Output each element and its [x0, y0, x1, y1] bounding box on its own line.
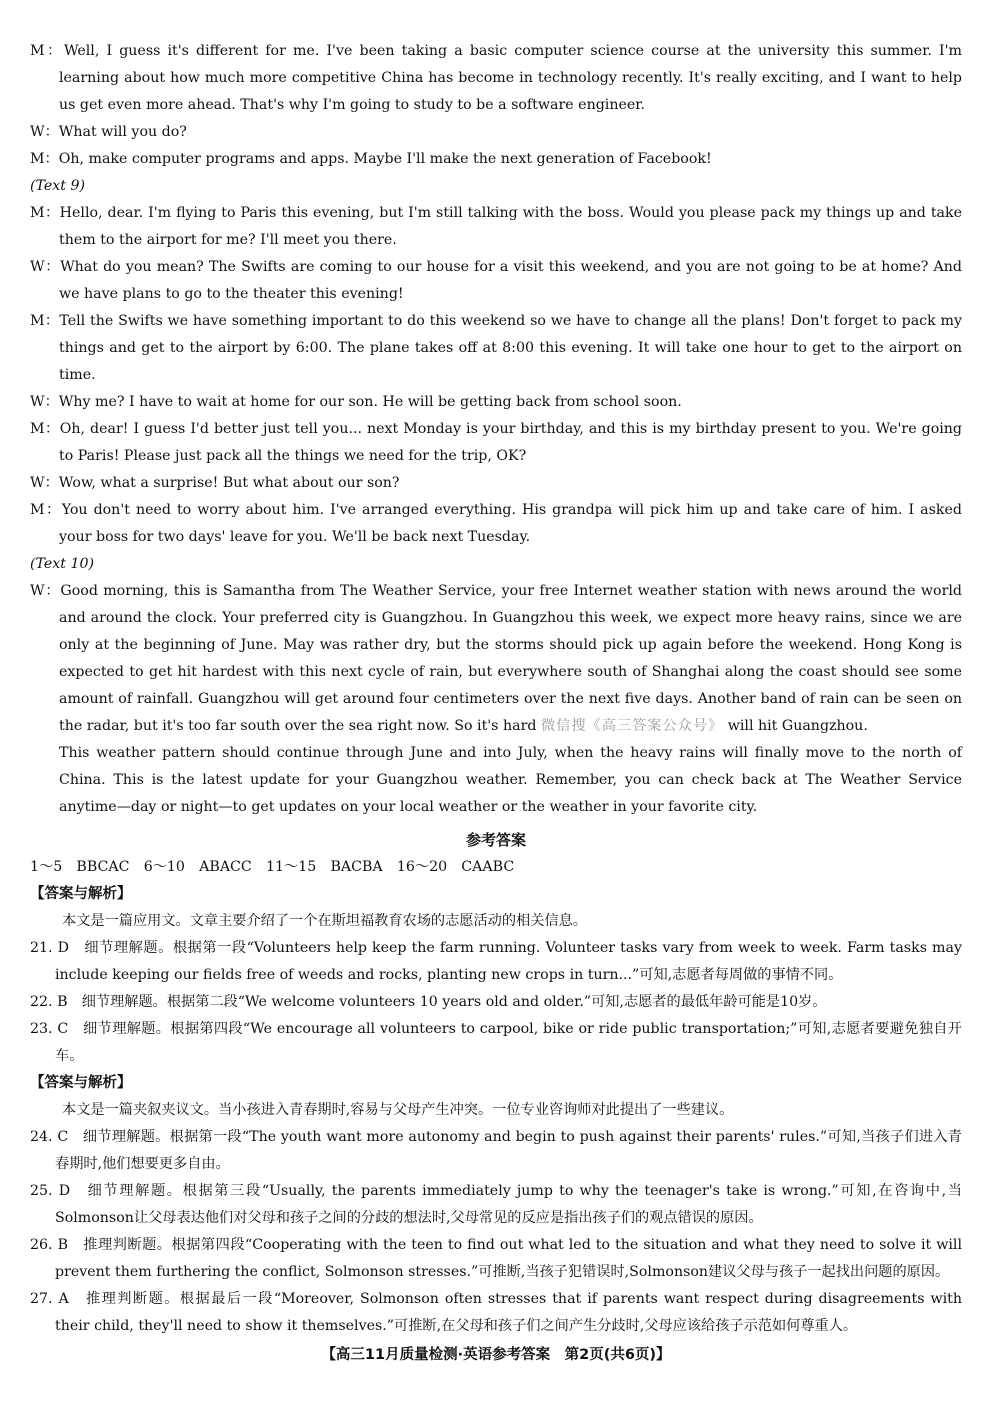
speaker: W： [30, 394, 59, 410]
item-text: 细节理解题。根据第二段“We welcome volunteers 10 years old and older.”可知,志愿者的最低年龄可能是10岁。 [81, 994, 827, 1010]
text9-dialog [30, 200, 962, 551]
explanation-section-1 [30, 881, 962, 1070]
dialog-line [30, 389, 962, 416]
explanation-section-2 [30, 1070, 962, 1340]
explanation-item [30, 935, 962, 989]
speaker: M： [30, 421, 60, 437]
answers-heading: 参考答案 [465, 831, 526, 849]
section-heading: 【答案与解析】 [30, 1075, 132, 1091]
item-number: 23. C [30, 1021, 69, 1037]
item-text: 推理判断题。根据最后一段“Moreover, Solmonson often stresses that if parents want respect during disagreements with their child, they'll need to show it themselves.”可推断,在父母和孩子们之间产生分歧时,父母应该给孩子示范如何尊重人。 [55, 1291, 962, 1334]
utterance: You don't need to worry about him. I've arranged everything. His grandpa will pick him up and take care of him. I asked your boss for two days' leave for you. We'll be back next Tuesday. [59, 502, 962, 545]
speaker: W： [30, 259, 61, 275]
dialog-top [30, 38, 962, 173]
speaker: M： [30, 43, 64, 59]
utterance-end: will hit Guangzhou. [723, 718, 868, 734]
speaker: M： [30, 313, 60, 329]
explanation-item [30, 1016, 962, 1070]
explanation-item [30, 1124, 962, 1178]
speaker: M： [30, 151, 59, 167]
explanation-item [30, 989, 962, 1016]
speaker: W： [30, 475, 59, 491]
dialog-line [30, 200, 962, 254]
utterance: What do you mean? The Swifts are coming to our house for a visit this weekend, and you are not going to be at home? And we have plans to go to the theater this evening! [59, 259, 962, 302]
text10-monologue [30, 578, 962, 821]
watermark-text: 微信搜《高三答案公众号》 [540, 718, 724, 734]
utterance: What will you do? [58, 124, 187, 140]
section-heading: 【答案与解析】 [30, 886, 132, 902]
item-text: 推理判断题。根据第四段“Cooperating with the teen to find out what led to the situation and what they need to solve it will prevent them furthering the conflict, Solmonson stresses.”可推断,当孩子犯错误时,Solmonson建议父母与孩子一起找出问题的原因。 [55, 1237, 962, 1280]
item-number: 25. D [30, 1183, 71, 1199]
text9-label: (Text 9) [30, 178, 86, 194]
utterance: Good morning, this is Samantha from The Weather Service, your free Internet weather station with news around the world and around the clock. Your preferred city is Guangzhou. In Guangzhou this week, we expect more heavy rains, since we are only at the beginning of June. May was rather dry, but the storms should pick up again before the weekend. Hong Kong is expected to get hit hardest with this next cycle of rain, but everywhere south of Shanghai along the coast should see some amount of rainfall. Guangzhou will get around four centimeters over the next five days. Another band of rain can be seen on the radar, but it's too far south over the sea right now. So it's hard [59, 583, 962, 734]
utterance: Tell the Swifts we have something important to do this weekend so we have to change all the plans! Don't forget to pack my things and get to the airport by 6:00. The plane takes off at 8:00 this evening. It will take one hour to get to the airport on time. [59, 313, 962, 383]
monologue-paragraph: This weather pattern should continue through June and into July, when the heavy rains will finally move to the north of China. This is the latest update for your Guangzhou weather. Remember, you can check back at The Weather Service anytime—day or night—to get updates on your local weather or the weather in your favorite city. [59, 745, 962, 815]
item-text: 细节理解题。根据第一段“The youth want more autonomy and begin to push against their parents' rules.”可知,当孩子们进入青春期时,他们想要更多自由。 [55, 1129, 962, 1172]
utterance: Why me? I have to wait at home for our son. He will be getting back from school soon. [58, 394, 682, 410]
explanation-item [30, 1286, 962, 1340]
dialog-line [30, 470, 962, 497]
dialog-line [30, 416, 962, 470]
speaker: W： [30, 124, 59, 140]
answer-key: 1～5 BBCAC 6～10 ABACC 11～15 BACBA 16～20 CAABC [30, 859, 515, 875]
dialog-line [30, 497, 962, 551]
dialog-line [30, 38, 962, 119]
utterance: Well, I guess it's different for me. I've been taking a basic computer science course at the university this summer. I'm learning about how much more competitive China has become in technology recently. It's really exciting, and I want to help us get even more ahead. That's why I'm going to study to be a software engineer. [59, 43, 962, 113]
item-number: 22. B [30, 994, 68, 1010]
dialog-line [30, 119, 962, 146]
section-intro: 本文是一篇夹叙夹议文。当小孩进入青春期时,容易与父母产生冲突。一位专业咨询师对此提出了一些建议。 [62, 1102, 734, 1118]
explanation-item [30, 1178, 962, 1232]
item-number: 27. A [30, 1291, 69, 1307]
dialog-line [30, 146, 962, 173]
utterance: Wow, what a surprise! But what about our son? [58, 475, 400, 491]
item-text: 细节理解题。根据第一段“Volunteers help keep the farm running. Volunteer tasks vary from week to week. Farm tasks may include keeping our fields free of weeds and rocks, planting new crops in turn...”可知,志愿者每周做的事情不同。 [55, 940, 962, 983]
section-intro: 本文是一篇应用文。文章主要介绍了一个在斯坦福教育农场的志愿活动的相关信息。 [62, 913, 587, 929]
utterance: Oh, dear! I guess I'd better just tell you... next Monday is your birthday, and this is my birthday present to you. We're going to Paris! Please just pack all the things we need for the trip, OK? [59, 421, 962, 464]
dialog-line [30, 254, 962, 308]
speaker: M： [30, 502, 62, 518]
item-text: 细节理解题。根据第三段“Usually, the parents immediately jump to why the teenager's take is wrong.”可知,在咨询中,当Solmonson让父母表达他们对父母和孩子之间的分歧的想法时,父母常见的反应是指出孩子们的观点错误的原因。 [55, 1183, 962, 1226]
speaker: W： [30, 583, 61, 599]
item-number: 24. C [30, 1129, 69, 1145]
page-footer: 【高三11月质量检测·英语参考答案 第2页(共6页)】 [321, 1347, 671, 1363]
dialog-line [30, 308, 962, 389]
item-text: 细节理解题。根据第四段“We encourage all volunteers to carpool, bike or ride public transportation;”可知,志愿者要避免独自开车。 [55, 1021, 962, 1064]
text10-label: (Text 10) [30, 556, 95, 572]
utterance: Oh, make computer programs and apps. Maybe I'll make the next generation of Facebook! [58, 151, 712, 167]
item-number: 21. D [30, 940, 70, 956]
item-number: 26. B [30, 1237, 69, 1253]
speaker: M： [30, 205, 60, 221]
utterance: Hello, dear. I'm flying to Paris this evening, but I'm still talking with the boss. Would you please pack my things up and take them to the airport for me? I'll meet you there. [59, 205, 962, 248]
explanation-item [30, 1232, 962, 1286]
dialog-line [30, 578, 962, 740]
